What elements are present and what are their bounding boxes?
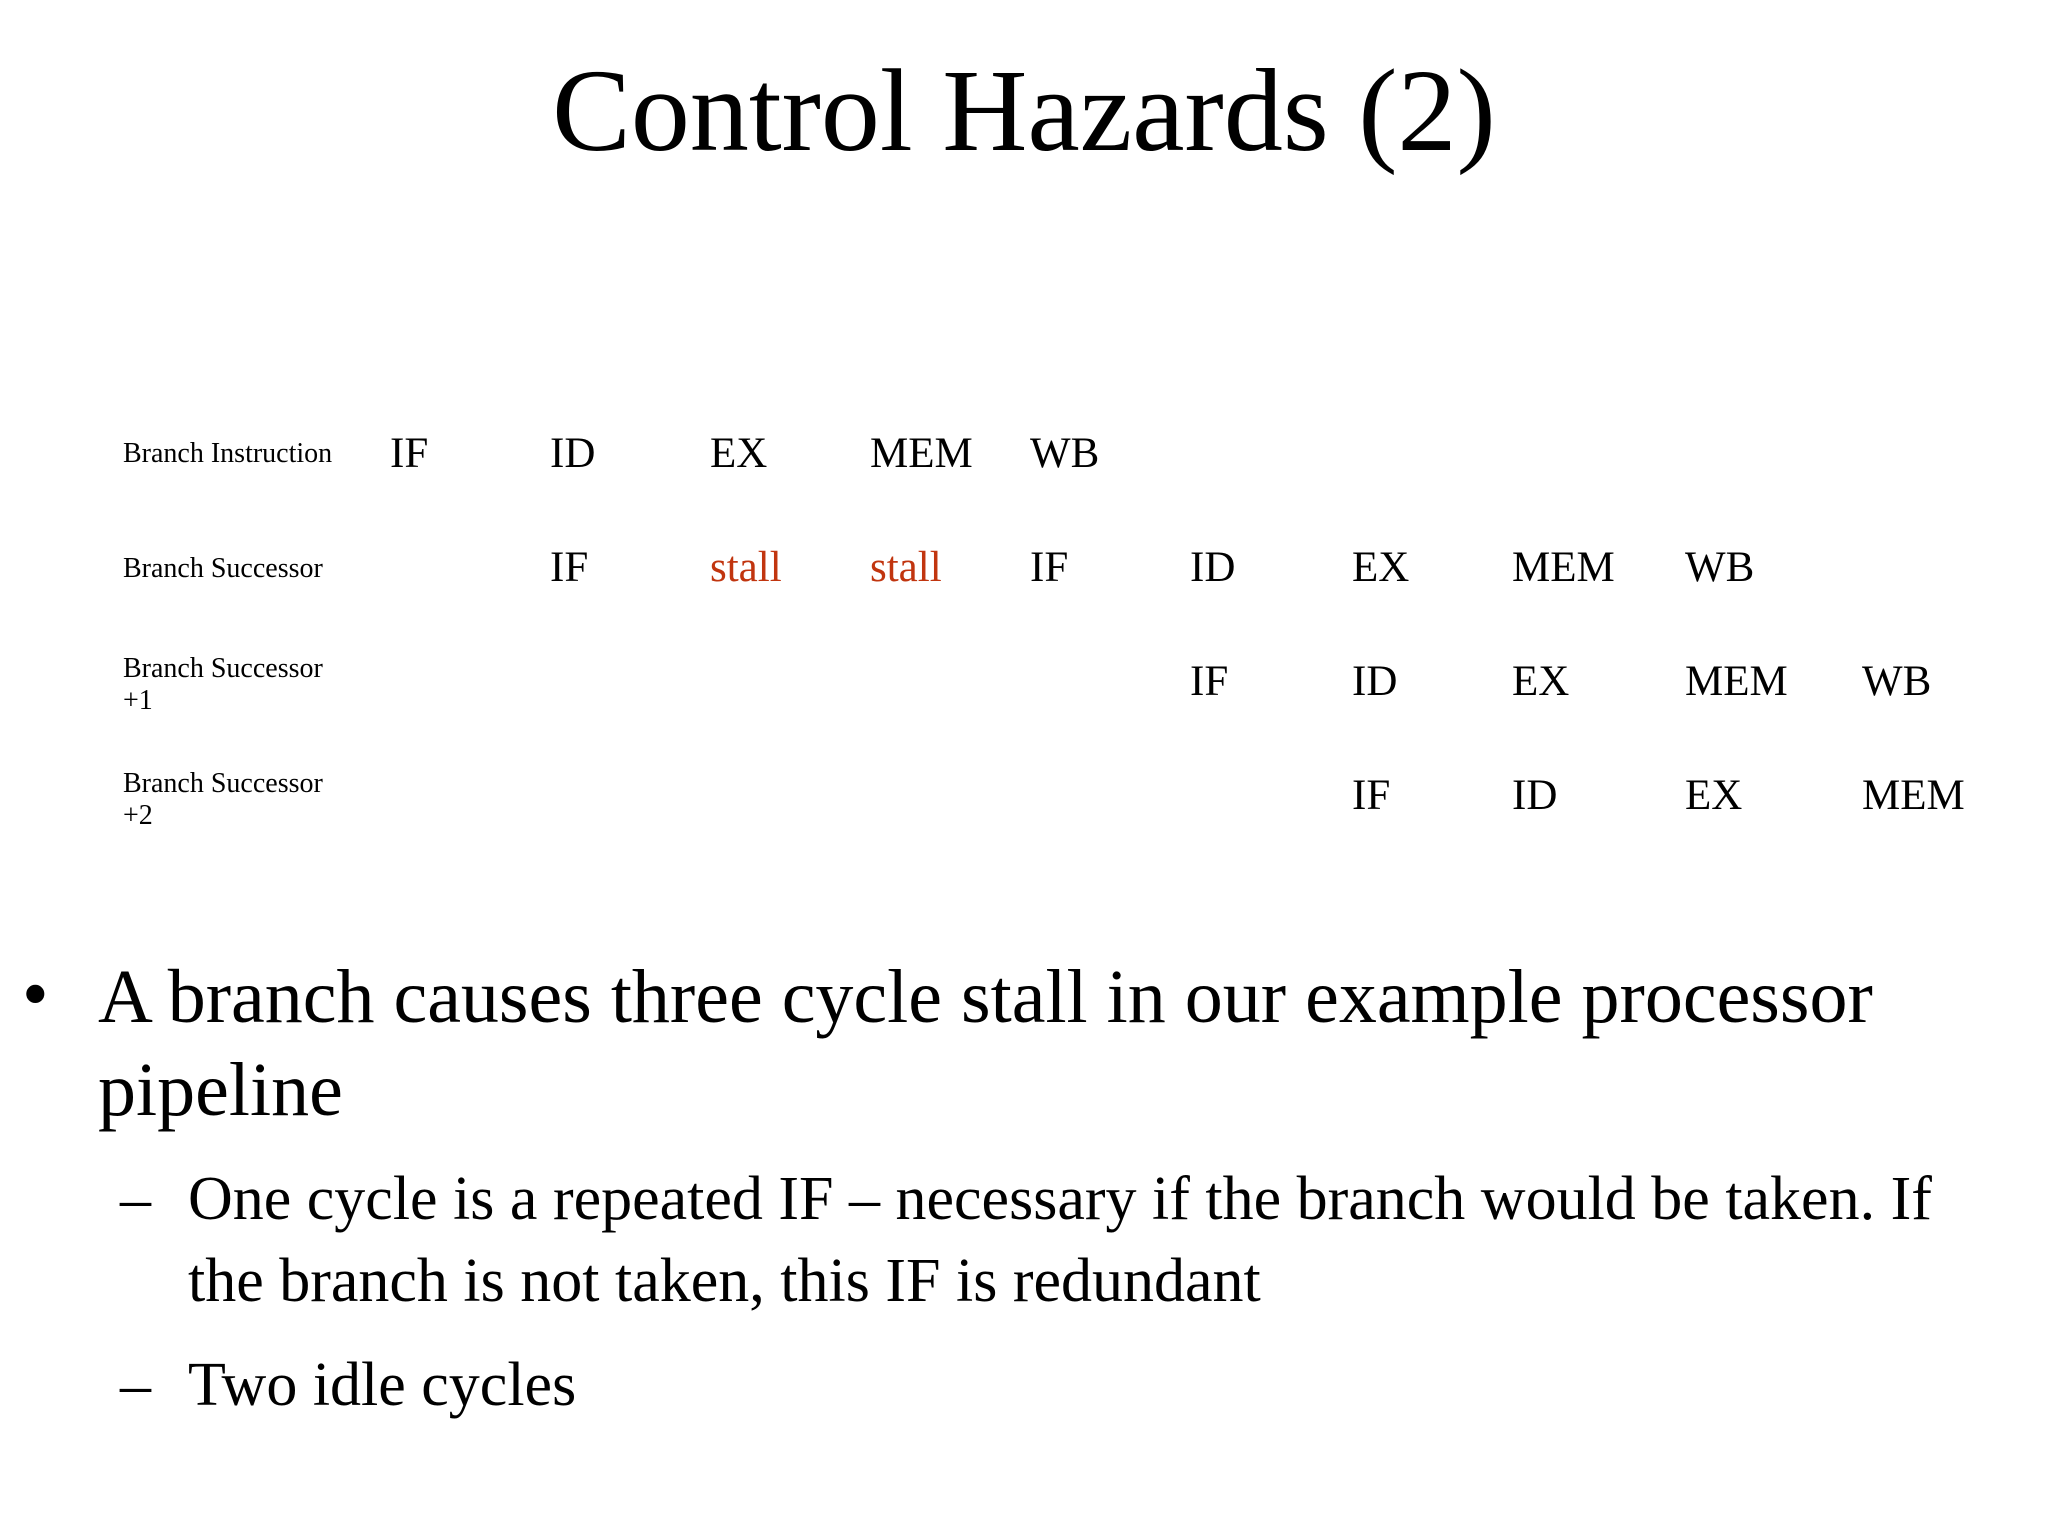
- stage-cell: EX: [1685, 772, 1743, 819]
- row-label: [123, 653, 323, 717]
- sub-bullet-marker: –: [120, 1351, 151, 1419]
- row-label-line: Branch Successor: [123, 653, 323, 684]
- bullet-main-text: A branch causes three cycle stall in our example processor pipeline: [98, 955, 1873, 1132]
- bullet-marker: •: [22, 952, 49, 1036]
- stage-cell: IF: [1352, 772, 1391, 819]
- stage-cell: MEM: [870, 430, 973, 477]
- stage-cell: ID: [1352, 658, 1398, 705]
- row-label: [123, 438, 332, 470]
- stage-cell: WB: [1030, 430, 1100, 477]
- stage-cell: MEM: [1862, 772, 1965, 819]
- sub-bullet-text-2: Two idle cycles: [188, 1351, 577, 1419]
- sub-bullet-marker: –: [120, 1165, 151, 1233]
- stage-cell: EX: [710, 430, 768, 477]
- stage-cell: EX: [1352, 544, 1410, 591]
- slide-title: Control Hazards (2): [552, 45, 1496, 176]
- row-label-line: Branch Successor: [123, 768, 323, 799]
- stage-cell: IF: [1030, 544, 1069, 591]
- row-label-line: +1: [123, 685, 153, 716]
- stage-cell: WB: [1685, 544, 1755, 591]
- stage-cell: WB: [1862, 658, 1932, 705]
- stage-cell: MEM: [1512, 544, 1615, 591]
- stage-cell: IF: [550, 544, 589, 591]
- stage-cell: ID: [1512, 772, 1558, 819]
- stage-cell: IF: [390, 430, 429, 477]
- row-label: [123, 768, 323, 832]
- stage-cell: ID: [1190, 544, 1236, 591]
- stage-cell: IF: [1190, 658, 1229, 705]
- row-label: [123, 553, 323, 585]
- stage-cell: EX: [1512, 658, 1570, 705]
- row-label-line: Branch Successor: [123, 553, 323, 584]
- stage-cell: MEM: [1685, 658, 1788, 705]
- row-label-line: Branch Instruction: [123, 438, 333, 469]
- stage-cell: ID: [550, 430, 596, 477]
- sub-bullet-text-1: One cycle is a repeated IF – necessary if the branch would be taken. If the branch is not taken, this IF is redundant: [188, 1165, 1932, 1315]
- row-label-line: +2: [123, 800, 153, 831]
- stall-cell: stall: [870, 544, 942, 591]
- stall-cell: stall: [710, 544, 782, 591]
